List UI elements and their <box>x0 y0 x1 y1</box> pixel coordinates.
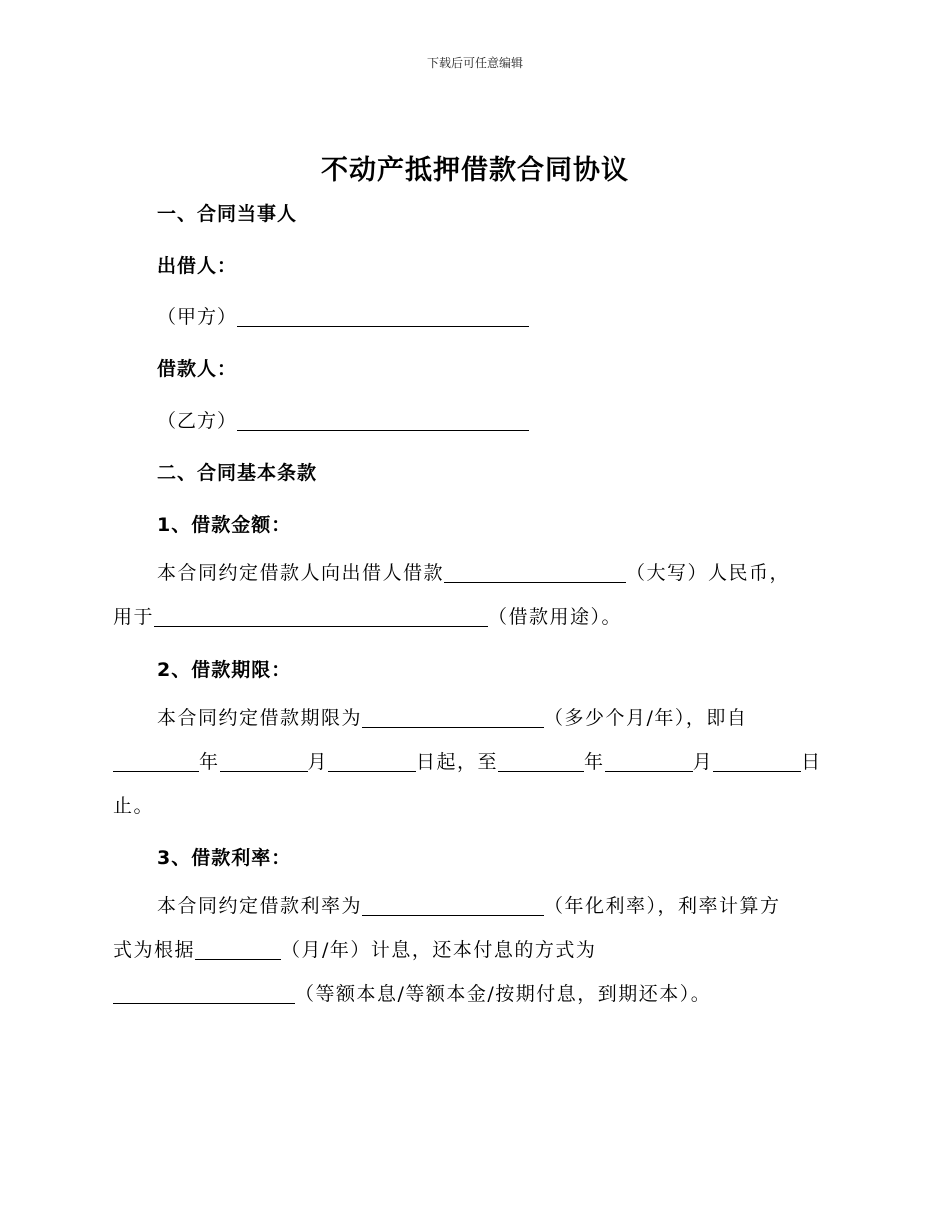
section-heading-terms: 二、合同基本条款 <box>157 462 318 484</box>
repayment-method-blank[interactable] <box>113 983 295 1004</box>
text-span: 月 <box>307 751 329 773</box>
clause-term-line <box>113 740 827 784</box>
text-span: （大写）人民币， <box>626 562 791 584</box>
party-b-label: （乙方） <box>157 410 238 432</box>
party-a-label: （甲方） <box>157 306 238 328</box>
start-month-blank[interactable] <box>220 751 308 772</box>
header-note: 下载后可任意编辑 <box>426 56 523 70</box>
text-span: （借款用途）。 <box>488 606 623 628</box>
text-span: 止。 <box>113 795 155 817</box>
end-year-blank[interactable] <box>498 751 584 772</box>
clause-rate-text <box>113 884 827 1016</box>
text-span: 日 <box>801 751 822 773</box>
rate-blank[interactable] <box>362 895 544 916</box>
term-blank[interactable] <box>362 707 544 728</box>
amount-blank[interactable] <box>444 562 626 583</box>
clause-heading-term: 2、借款期限： <box>157 659 292 681</box>
text-span: （月/年）计息，还本付息的方式为 <box>281 939 597 961</box>
clause-amount-text <box>113 551 827 639</box>
clause-heading-amount: 1、借款金额： <box>157 514 292 536</box>
end-day-blank[interactable] <box>713 751 801 772</box>
text-span: 式为根据 <box>113 939 196 961</box>
document-title: 不动产抵押借款合同协议 <box>321 155 629 186</box>
text-span: （多少个月/年），即自 <box>544 707 748 729</box>
text-span: 年 <box>199 751 220 773</box>
clause-rate-line <box>113 972 827 1016</box>
start-day-blank[interactable] <box>328 751 416 772</box>
clause-rate-line <box>113 928 827 972</box>
clause-heading-rate: 3、借款利率： <box>157 847 292 869</box>
clause-term-line <box>113 784 827 828</box>
text-span: （年化利率），利率计算方 <box>544 895 781 917</box>
clause-amount-line <box>113 595 827 639</box>
party-a-row <box>157 302 529 329</box>
clause-term-text <box>113 696 827 828</box>
party-b-blank[interactable] <box>237 410 529 431</box>
section-heading-parties: 一、合同当事人 <box>157 203 298 225</box>
text-span: 月 <box>692 751 714 773</box>
text-span: 本合同约定借款利率为 <box>157 895 363 917</box>
text-span: 日起，至 <box>416 751 499 773</box>
start-year-blank[interactable] <box>113 751 199 772</box>
party-b-row <box>157 406 529 433</box>
clause-amount-line <box>113 551 827 595</box>
lender-label: 出借人： <box>157 255 238 277</box>
interest-period-blank[interactable] <box>195 939 281 960</box>
text-span: （等额本息/等额本金/按期付息，到期还本）。 <box>295 983 712 1005</box>
borrower-label: 借款人： <box>157 358 238 380</box>
purpose-blank[interactable] <box>154 606 488 627</box>
text-span: 年 <box>584 751 605 773</box>
text-span: 本合同约定借款人向出借人借款 <box>157 562 445 584</box>
party-a-blank[interactable] <box>237 306 529 327</box>
text-span: 本合同约定借款期限为 <box>157 707 363 729</box>
clause-term-line <box>113 696 827 740</box>
end-month-blank[interactable] <box>605 751 693 772</box>
clause-rate-line <box>113 884 827 928</box>
text-span: 用于 <box>113 606 155 628</box>
